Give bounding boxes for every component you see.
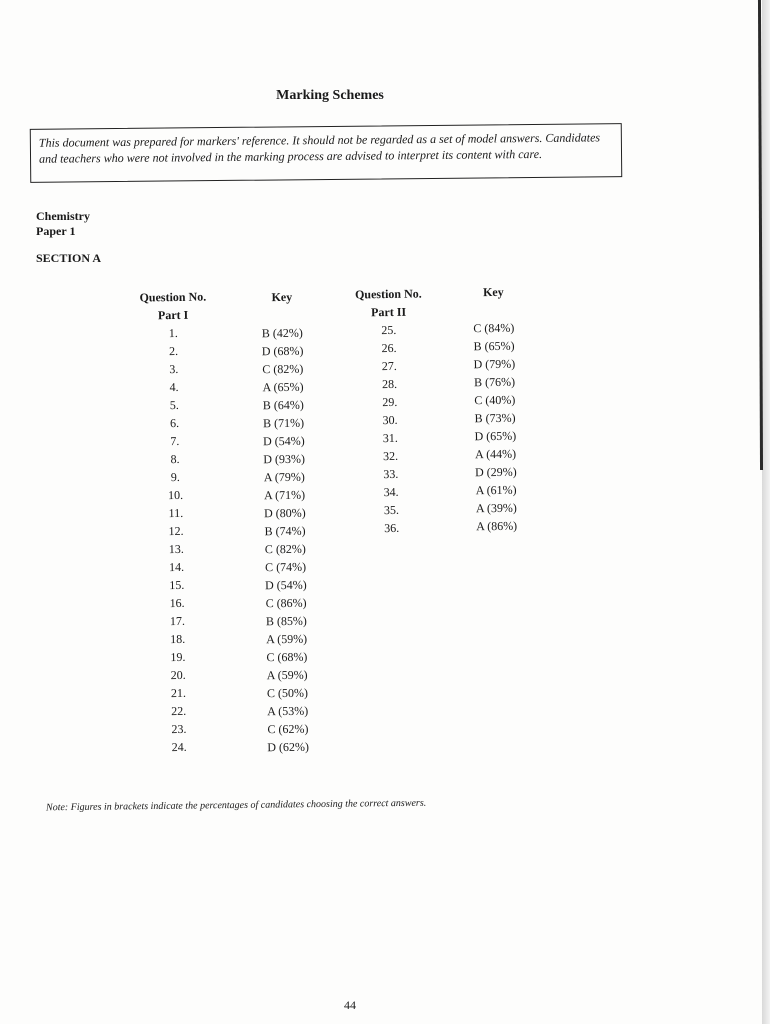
- answer-key: D (54%): [262, 433, 305, 449]
- disclaimer-text: This document was prepared for markers' reference. It should not be regarded as a set of model answers. Candidates and teachers who were not involved in the marking process are advised to interpret its content with care.: [38, 130, 601, 166]
- answer-key: C (40%): [474, 392, 516, 408]
- question-number: 20.: [170, 667, 186, 683]
- question-number: 32.: [383, 448, 399, 464]
- question-number: 10.: [168, 487, 184, 503]
- question-number: 19.: [170, 649, 186, 665]
- answer-key: A (65%): [262, 379, 304, 395]
- part2-label: Part II: [371, 304, 407, 320]
- answer-key: A (59%): [266, 631, 308, 647]
- page-edge-shadow: [762, 0, 770, 1024]
- answer-key: D (68%): [261, 343, 304, 359]
- answer-key: D (65%): [474, 428, 517, 444]
- question-number: 13.: [168, 541, 184, 557]
- question-number: 18.: [170, 631, 186, 647]
- part2-question-list: [339, 320, 442, 537]
- subject-block: [36, 209, 90, 239]
- question-number: 6.: [170, 415, 180, 431]
- question-number: 14.: [169, 559, 185, 575]
- answer-key: B (42%): [261, 325, 303, 341]
- answer-key: A (59%): [266, 667, 308, 683]
- answer-key: B (65%): [473, 338, 515, 354]
- answer-key: A (71%): [264, 487, 306, 503]
- answer-key: C (74%): [265, 559, 307, 575]
- footnote: Note: Figures in brackets indicate the percentages of candidates choosing the correct answers.: [45, 797, 427, 814]
- question-number: 22.: [171, 703, 187, 719]
- question-number: 15.: [169, 577, 185, 593]
- part1-question-column: [123, 287, 230, 756]
- part1-question-list: [123, 323, 229, 756]
- answer-key: B (76%): [474, 374, 516, 390]
- part2-key-header: Key: [482, 284, 504, 300]
- answer-key: A (86%): [476, 518, 518, 534]
- answer-key: D (54%): [264, 577, 307, 593]
- page-title: Marking Schemes: [276, 88, 384, 103]
- answer-key: D (29%): [474, 464, 517, 480]
- answer-key: C (86%): [265, 595, 307, 611]
- part2-key-list: [449, 318, 542, 535]
- question-number: 17.: [169, 613, 185, 629]
- answer-key: C (62%): [267, 721, 309, 737]
- question-number: 28.: [382, 376, 398, 392]
- answer-key: B (64%): [262, 397, 304, 413]
- question-number: 27.: [381, 358, 397, 374]
- part1-key-column: [237, 287, 334, 756]
- question-number: 36.: [384, 520, 400, 536]
- part1-question-header: Question No.: [139, 289, 207, 305]
- answer-key: C (82%): [262, 361, 304, 377]
- question-number: 29.: [382, 394, 398, 410]
- question-number: 21.: [170, 685, 186, 701]
- question-number: 11.: [168, 505, 184, 521]
- question-number: 12.: [168, 523, 184, 539]
- part2-question-column: [338, 284, 442, 537]
- question-number: 9.: [170, 469, 180, 485]
- answer-key: D (80%): [263, 505, 306, 521]
- answer-key: B (85%): [265, 613, 307, 629]
- question-number: 25.: [381, 322, 397, 338]
- question-number: 34.: [383, 484, 399, 500]
- paper-name: Paper 1: [36, 224, 76, 238]
- subject-name: Chemistry: [36, 209, 90, 223]
- part1-key-list: [237, 323, 333, 756]
- answer-key: B (71%): [263, 415, 305, 431]
- question-number: 8.: [170, 451, 180, 467]
- question-number: 3.: [169, 361, 179, 377]
- part2-question-header: Question No.: [354, 286, 422, 302]
- answer-key: A (39%): [475, 500, 517, 516]
- question-number: 4.: [169, 379, 179, 395]
- question-number: 23.: [171, 721, 187, 737]
- answer-key: D (79%): [473, 356, 516, 372]
- answer-key: A (44%): [475, 446, 517, 462]
- question-number: 5.: [169, 397, 179, 413]
- answer-key: B (74%): [264, 523, 306, 539]
- page-number: 44: [344, 998, 356, 1012]
- part2-key-column: [448, 282, 542, 535]
- part1-key-spacer: [237, 305, 327, 324]
- answer-key: D (62%): [267, 739, 310, 755]
- section-heading: SECTION A: [36, 251, 102, 265]
- answer-key: C (68%): [266, 649, 308, 665]
- question-number: 1.: [168, 325, 178, 341]
- question-number: 2.: [169, 343, 179, 359]
- question-number: 31.: [382, 430, 398, 446]
- question-number: 24.: [171, 739, 187, 755]
- question-number: 7.: [170, 433, 180, 449]
- answer-key: A (61%): [475, 482, 517, 498]
- disclaimer-box: [30, 123, 622, 183]
- question-number: 30.: [382, 412, 398, 428]
- part2-key-spacer: [448, 300, 538, 319]
- answer-key: C (50%): [266, 685, 308, 701]
- question-number: 33.: [383, 466, 399, 482]
- question-number: 35.: [383, 502, 399, 518]
- part1-label: Part I: [157, 307, 189, 323]
- answer-key: C (84%): [473, 320, 515, 336]
- answer-key: C (82%): [264, 541, 306, 557]
- answer-key: D (93%): [263, 451, 306, 467]
- answer-key: B (73%): [474, 410, 516, 426]
- answer-key: A (53%): [267, 703, 309, 719]
- answer-key: A (79%): [263, 469, 305, 485]
- question-number: 16.: [169, 595, 185, 611]
- question-number: 26.: [381, 340, 397, 356]
- part1-key-header: Key: [271, 289, 293, 305]
